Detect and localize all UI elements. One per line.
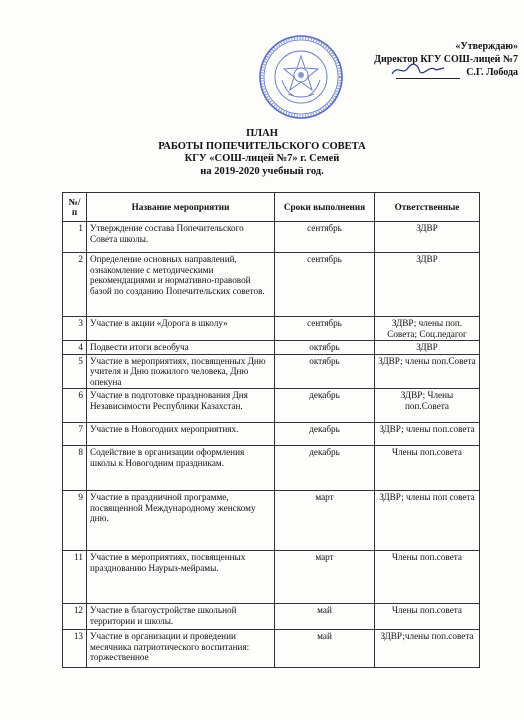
table-row (63, 253, 480, 317)
table-row (63, 604, 480, 630)
row-event: Участие в подготовке празднования Дня Независимости Республики Казахстан. (87, 389, 275, 423)
approval-block (318, 40, 518, 79)
row-responsible: ЗДВР; члены поп.Совета (375, 354, 480, 389)
row-responsible: Члены поп.совета (375, 446, 480, 491)
row-responsible: ЗДВР; Члены поп.Совета (375, 389, 480, 423)
row-date: март (275, 551, 375, 604)
row-date: октябрь (275, 341, 375, 355)
row-responsible: ЗДВР (375, 222, 480, 253)
title-line-3: КГУ «СОШ-лицей №7» г. Семей (184, 153, 340, 164)
official-seal (258, 34, 344, 120)
row-date: октябрь (275, 354, 375, 389)
row-number: 13 (63, 630, 87, 668)
table-row (63, 491, 480, 551)
row-event: Участие в Новогодних мероприятиях. (87, 423, 275, 446)
table-row (63, 222, 480, 253)
row-event: Определение основных направлений, ознакомление с методическими рекомендациями и нормативно-правовой базой по созданию Попечительских советов. (87, 253, 275, 317)
table-row (63, 423, 480, 446)
table-row (63, 630, 480, 668)
row-event: Участие в благоустройстве школьной территории и школы. (87, 604, 275, 630)
signature-line (396, 70, 460, 79)
title-line-1: ПЛАН (246, 128, 278, 139)
row-event: Участие в акции «Дорога в школу» (87, 317, 275, 341)
row-event: Содействие в организации оформления школы к Новогодним праздникам. (87, 446, 275, 491)
row-number: 9 (63, 491, 87, 551)
row-event: Подвести итоги всеобуча (87, 341, 275, 355)
row-event: Участие в мероприятиях, посвященных Дню учителя и Дню пожилого человека, Дню опекуна (87, 354, 275, 389)
approval-line-1: «Утверждаю» (455, 41, 518, 52)
row-responsible: ЗДВР; члены поп. Совета; Соц.педагог (375, 317, 480, 341)
table-row (63, 341, 480, 355)
row-responsible: ЗДВР; члены поп.совета (375, 423, 480, 446)
row-date: декабрь (275, 423, 375, 446)
row-date: май (275, 630, 375, 668)
title-line-4: на 2019-2020 учебный год. (200, 165, 324, 177)
row-number: 6 (63, 389, 87, 423)
row-date: сентябрь (275, 317, 375, 341)
row-responsible: ЗДВР;члены поп.совета (375, 630, 480, 668)
row-number: 2 (63, 253, 87, 317)
header-event-name: Название мероприятии (87, 193, 275, 222)
row-responsible: ЗДВР (375, 253, 480, 317)
approval-line-2: Директор КГУ СОШ-лицей №7 (374, 54, 518, 65)
row-date: май (275, 604, 375, 630)
row-date: март (275, 491, 375, 551)
table-row (63, 446, 480, 491)
director-name: С.Г. Лобода (466, 67, 518, 78)
approval-line-3 (318, 66, 518, 79)
row-number: 4 (63, 341, 87, 355)
table-header-row (63, 193, 480, 222)
plan-table (62, 192, 480, 668)
row-number: 3 (63, 317, 87, 341)
row-date: сентябрь (275, 222, 375, 253)
row-number: 7 (63, 423, 87, 446)
document-title (0, 128, 524, 178)
row-date: декабрь (275, 389, 375, 423)
row-number: 5 (63, 354, 87, 389)
signature-mark (390, 62, 446, 78)
row-responsible: ЗДВР (375, 341, 480, 355)
table-row (63, 551, 480, 604)
row-event: Участие в мероприятиях, посвященных празднованию Наурыз-мейрамы. (87, 551, 275, 604)
row-event: Утверждение состава Попечительского Совета школы. (87, 222, 275, 253)
row-responsible: ЗДВР; члены поп совета (375, 491, 480, 551)
row-date: декабрь (275, 446, 375, 491)
row-number: 1 (63, 222, 87, 253)
row-responsible: Члены поп.совета (375, 604, 480, 630)
table-row (63, 317, 480, 341)
row-number: 12 (63, 604, 87, 630)
title-line-2: РАБОТЫ ПОПЕЧИТЕЛЬСКОГО СОВЕТА (158, 140, 366, 152)
row-responsible: Члены поп.совета (375, 551, 480, 604)
row-number: 11 (63, 551, 87, 604)
row-number: 8 (63, 446, 87, 491)
table-row (63, 389, 480, 423)
row-event: Участие в организации и проведении месячника патриотического воспитания: торжественное (87, 630, 275, 668)
header-responsible: Ответственные (375, 193, 480, 222)
header-number: №/п (63, 193, 87, 222)
row-event: Участие в праздничной программе, посвященной Международному женскому дню. (87, 491, 275, 551)
row-date: сентябрь (275, 253, 375, 317)
table-row (63, 354, 480, 389)
header-deadline: Сроки выполнения (275, 193, 375, 222)
